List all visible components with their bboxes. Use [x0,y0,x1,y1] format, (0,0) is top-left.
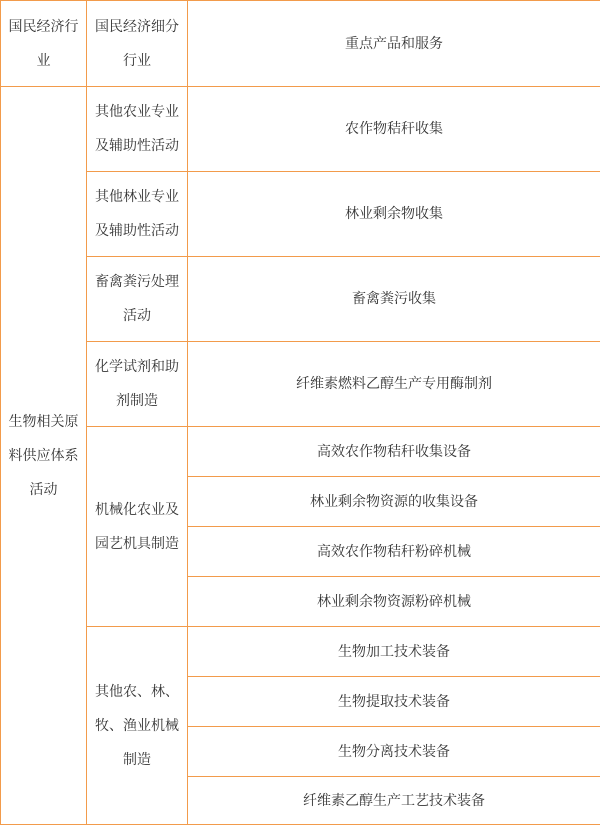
product-cell: 林业剩余物资源的收集设备 [188,477,600,527]
product-cell: 纤维素燃料乙醇生产专用酶制剂 [188,342,600,427]
table-row [1,172,600,257]
sub-industry-cell: 机械化农业及园艺机具制造 [87,427,188,627]
product-cell: 高效农作物秸秆收集设备 [188,427,600,477]
table-row [1,87,600,172]
table-row [1,257,600,342]
sub-industry-cell: 化学试剂和助剂制造 [87,342,188,427]
table-row [1,427,600,477]
sub-industry-cell: 畜禽粪污处理活动 [87,257,188,342]
product-cell: 农作物秸秆收集 [188,87,600,172]
header-sub-industry: 国民经济细分行业 [87,1,188,87]
category-cell: 生物相关原料供应体系活动 [1,87,87,825]
product-cell: 生物提取技术装备 [188,677,600,727]
product-cell: 畜禽粪污收集 [188,257,600,342]
product-cell: 生物分离技术装备 [188,727,600,777]
product-cell: 生物加工技术装备 [188,627,600,677]
table-row [1,342,600,427]
sub-industry-cell: 其他农业专业及辅助性活动 [87,87,188,172]
header-industry: 国民经济行业 [1,1,87,87]
header-row [1,1,600,87]
sub-industry-cell: 其他林业专业及辅助性活动 [87,172,188,257]
sub-industry-cell: 其他农、林、牧、渔业机械制造 [87,627,188,825]
product-cell: 林业剩余物收集 [188,172,600,257]
header-products: 重点产品和服务 [188,1,600,87]
product-cell: 高效农作物秸秆粉碎机械 [188,527,600,577]
product-cell: 纤维素乙醇生产工艺技术装备 [188,777,600,825]
product-cell: 林业剩余物资源粉碎机械 [188,577,600,627]
table-row [1,627,600,677]
